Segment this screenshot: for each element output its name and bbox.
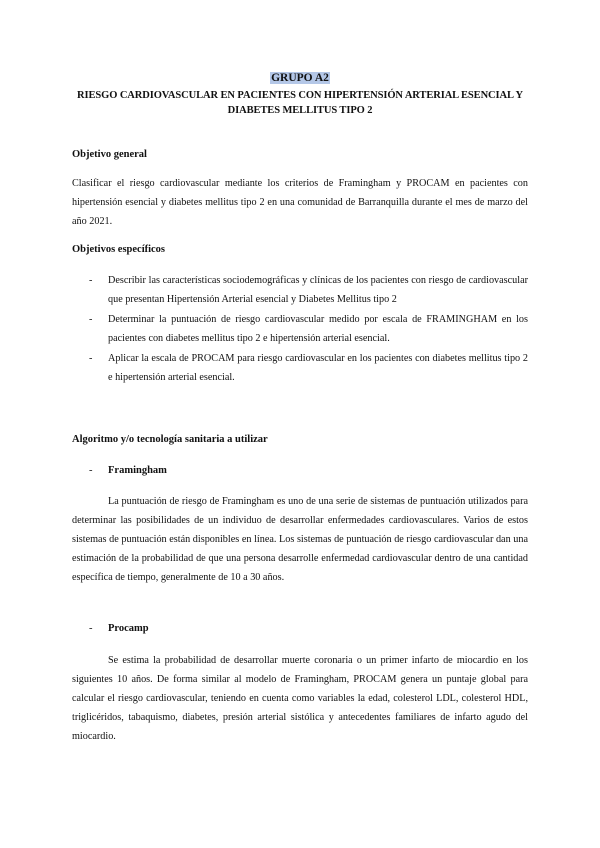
list-item-text: Describir las características sociodemográficas y clínicas de los pacientes con riesgo de cardiovascular que presentan Hipertensión Arterial esencial y Diabetes Mellitus tipo 2: [108, 275, 528, 305]
procamp-text: Se estima la probabilidad de desarrollar muerte coronaria o un primer infarto de miocardio en los siguientes 10 años. De forma similar al modelo de Framingham, PROCAM genera un puntaje global para calcular el riesgo cardiovascular, teniendo en cuenta como variables la edad, colesterol LDL, colesterol HDL, triglicéridos, tabaquismo, diabetes, presión arterial sistólica y antecedentes familiares de infarto agudo del miocardio.: [72, 655, 528, 742]
bullet-dash: -: [89, 353, 93, 364]
list-item-text: Determinar la puntuación de riesgo cardiovascular medido por escala de FRAMINGHAM en los pacientes con diabetes mellitus tipo 2 e hipertensión arterial esencial.: [108, 314, 528, 344]
general-objective-text: Clasificar el riesgo cardiovascular mediante los criterios de Framingham y PROCAM en pacientes con hipertensión esencial y diabetes mellitus tipo 2 en una comunidad de Barranquilla durante el mes de marzo del año 2021.: [72, 178, 528, 227]
list-item: [72, 349, 528, 387]
specific-objectives-heading: Objetivos específicos: [72, 244, 166, 255]
bullet-dash: -: [89, 314, 93, 325]
group-title: [0, 71, 600, 85]
procamp-label: Procamp: [108, 623, 149, 634]
list-item-text: Aplicar la escala de PROCAM para riesgo cardiovascular en los pacientes con diabetes mellitus tipo 2 e hipertensión arterial esencial.: [108, 353, 528, 383]
framingham-label: Framingham: [108, 465, 167, 476]
algorithm-heading: Algoritmo y/o tecnología sanitaria a utilizar: [72, 434, 268, 445]
general-objective-heading: Objetivo general: [72, 149, 147, 160]
framingham-heading: [72, 464, 167, 478]
list-item: [72, 271, 528, 309]
bullet-dash: -: [89, 465, 93, 476]
procamp-heading: [72, 622, 149, 636]
framingham-text: La puntuación de riesgo de Framingham es uno de una serie de sistemas de puntuación utilizados para determinar las posibilidades de un individuo de desarrollar enfermedades cardiovasculares. Varios de estos sistemas de puntuación están disponibles en línea. Los sistemas de puntuación de riesgo cardiovascular dan una estimación de la probabilidad de que una persona desarrolle enfermedad cardiovascular dentro de una cantidad específica de tiempo, generalmente de 10 a 30 años.: [72, 496, 528, 583]
specific-objectives-list: [72, 271, 528, 388]
list-item: [72, 310, 528, 348]
bullet-dash: -: [89, 275, 93, 286]
bullet-dash: -: [89, 623, 93, 634]
main-title: RIESGO CARDIOVASCULAR EN PACIENTES CON HIPERTENSIÓN ARTERIAL ESENCIAL Y DIABETES MELLITUS TIPO 2: [77, 90, 523, 116]
group-title-text: GRUPO A2: [271, 72, 329, 84]
